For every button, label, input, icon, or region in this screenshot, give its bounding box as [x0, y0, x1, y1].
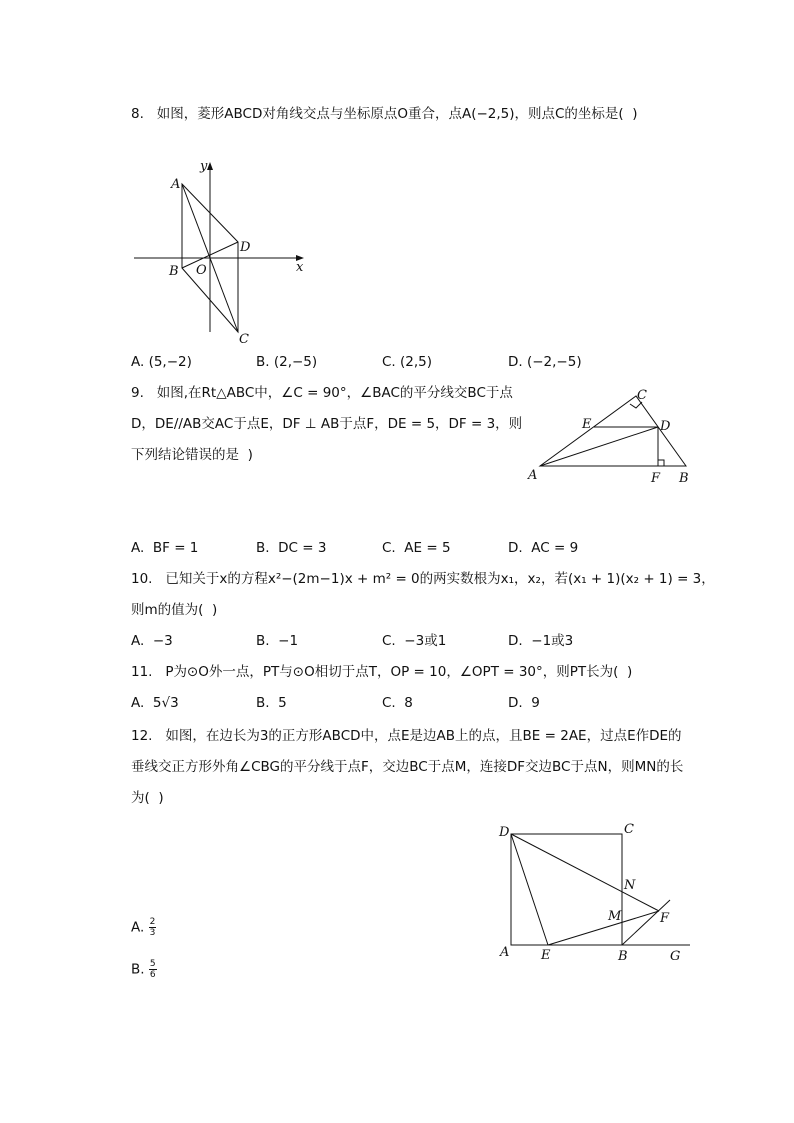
q8-label-O: O	[196, 263, 207, 278]
q12-figure	[494, 820, 704, 965]
q12-label-G: G	[670, 949, 681, 964]
q8-option-d[interactable]: D. (−2,−5)	[508, 354, 582, 370]
q12-label-D: D	[499, 825, 510, 840]
q9-option-b[interactable]: B. DC = 3	[256, 540, 327, 556]
q9-option-d[interactable]: D. AC = 9	[508, 540, 579, 556]
q12-option-b-fraction	[149, 959, 157, 980]
q12-label-C: C	[624, 822, 634, 837]
q12-option-b-denominator: 6	[149, 970, 156, 980]
q10-stem-line2: 则m的值为( )	[131, 602, 218, 618]
q9-option-c[interactable]: C. AE = 5	[382, 540, 451, 556]
q8-label-x: x	[296, 260, 304, 275]
q8-label-A: A	[171, 177, 181, 192]
q12-option-b-label: B.	[131, 961, 145, 978]
q11-option-c[interactable]: C. 8	[382, 695, 413, 711]
q9-label-F: F	[651, 471, 661, 486]
q11-option-b[interactable]: B. 5	[256, 695, 287, 711]
q8-label-y: y	[200, 159, 208, 174]
q8-label-B: B	[169, 264, 179, 279]
q12-stem-line1: 12. 如图，在边长为3的正方形ABCD中，点E是边AB上的点，且BE = 2AE，过点E作DE的	[131, 728, 682, 744]
q12-stem-line3: 为( )	[131, 790, 164, 806]
q9-label-E: E	[582, 417, 592, 432]
q8-label-D: D	[240, 240, 251, 255]
q12-option-a[interactable]	[131, 917, 156, 938]
q8-option-c[interactable]: C. (2,5)	[382, 354, 433, 370]
q9-option-a[interactable]: A. BF = 1	[131, 540, 199, 556]
q10-option-c[interactable]: C. −3或1	[382, 633, 447, 649]
q8-label-C: C	[239, 332, 249, 347]
q8-stem: 8. 如图，菱形ABCD对角线交点与坐标原点O重合，点A(−2,5)，则点C的坐标是( )	[131, 106, 638, 122]
q12-label-N: N	[624, 878, 636, 893]
q12-label-B: B	[618, 949, 628, 964]
q10-option-d[interactable]: D. −1或3	[508, 633, 574, 649]
q12-label-M: M	[608, 909, 622, 924]
q9-stem-line3: 下列结论错误的是 )	[131, 447, 253, 463]
q12-option-b[interactable]	[131, 959, 157, 980]
q12-label-E: E	[541, 948, 551, 963]
q10-stem-line1: 10. 已知关于x的方程x²−(2m−1)x + m² = 0的两实数根为x₁，x₂，若(x₁ + 1)(x₂ + 1) = 3，	[131, 571, 715, 587]
q9-label-A: A	[528, 468, 538, 483]
q8-figure	[128, 150, 328, 350]
q9-label-C: C	[637, 388, 647, 403]
q12-stem-line2: 垂线交正方形外角∠CBG的平分线于点F，交边BC于点M，连接DF交边BC于点N，则MN的长	[131, 759, 684, 775]
q12-label-F: F	[660, 911, 670, 926]
q12-label-A: A	[500, 945, 510, 960]
q10-option-b[interactable]: B. −1	[256, 633, 299, 649]
q12-option-a-numerator: 2	[149, 917, 156, 927]
q11-option-a[interactable]: A. 5√3	[131, 695, 179, 711]
q12-option-b-numerator: 5	[149, 959, 156, 969]
q10-option-a[interactable]: A. −3	[131, 633, 173, 649]
q9-label-B: B	[679, 471, 689, 486]
q11-stem: 11. P为⊙O外一点，PT与⊙O相切于点T，OP = 10，∠OPT = 30°，则PT长为( )	[131, 664, 633, 680]
q9-figure	[522, 382, 712, 492]
q9-label-D: D	[660, 419, 671, 434]
q9-stem-line1: 9. 如图,在Rt△ABC中，∠C = 90°，∠BAC的平分线交BC于点	[131, 385, 513, 401]
q8-option-a[interactable]: A. (5,−2)	[131, 354, 192, 370]
q12-option-a-fraction	[149, 917, 157, 938]
q9-stem-line2: D，DE//AB交AC于点E，DF ⊥ AB于点F，DE = 5，DF = 3，则	[131, 416, 523, 432]
q12-option-a-label: A.	[131, 919, 145, 936]
q11-option-d[interactable]: D. 9	[508, 695, 540, 711]
q12-option-a-denominator: 3	[149, 928, 156, 938]
q8-option-b[interactable]: B. (2,−5)	[256, 354, 318, 370]
